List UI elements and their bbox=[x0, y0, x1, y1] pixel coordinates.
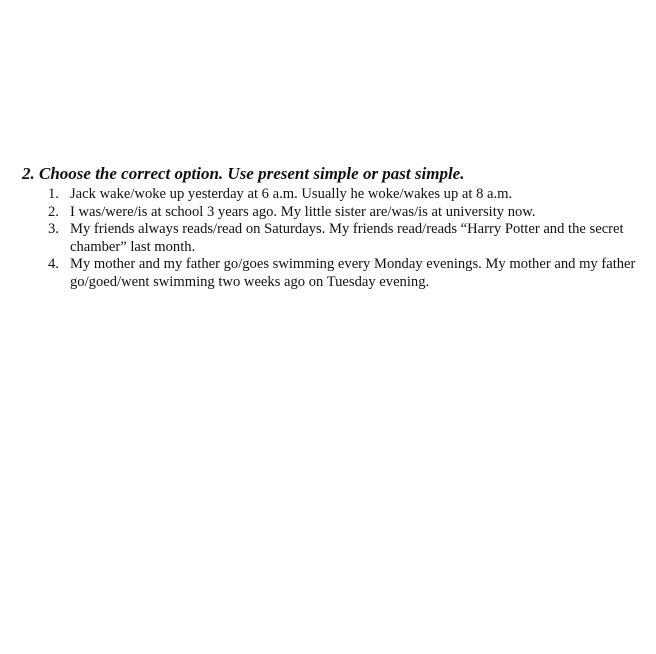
item-number: 1. bbox=[48, 186, 59, 202]
exercise-item-3 bbox=[22, 221, 648, 256]
exercise-item-4 bbox=[22, 256, 648, 291]
item-number: 4. bbox=[48, 256, 59, 273]
exercise-section bbox=[22, 164, 648, 292]
item-text: I was/were/is at school 3 years ago. My little sister are/was/is at university now. bbox=[70, 203, 536, 220]
item-text: My friends always reads/read on Saturdays. My friends read/reads “Harry Potter and the secret chamber” last month. bbox=[70, 221, 624, 255]
exercise-title: 2. Choose the correct option. Use present simple or past simple. bbox=[22, 164, 465, 183]
exercise-list bbox=[22, 186, 648, 292]
exercise-item-2 bbox=[22, 204, 648, 222]
item-text: My mother and my father go/goes swimming every Monday evenings. My mother and my father go/goed/went swimming two weeks ago on Tuesday evening. bbox=[70, 256, 636, 290]
item-number: 2. bbox=[48, 203, 59, 220]
item-text: Jack wake/woke up yesterday at 6 a.m. Usually he woke/wakes up at 8 a.m. bbox=[70, 186, 513, 202]
item-number: 3. bbox=[48, 221, 59, 238]
exercise-item-1 bbox=[22, 186, 648, 204]
